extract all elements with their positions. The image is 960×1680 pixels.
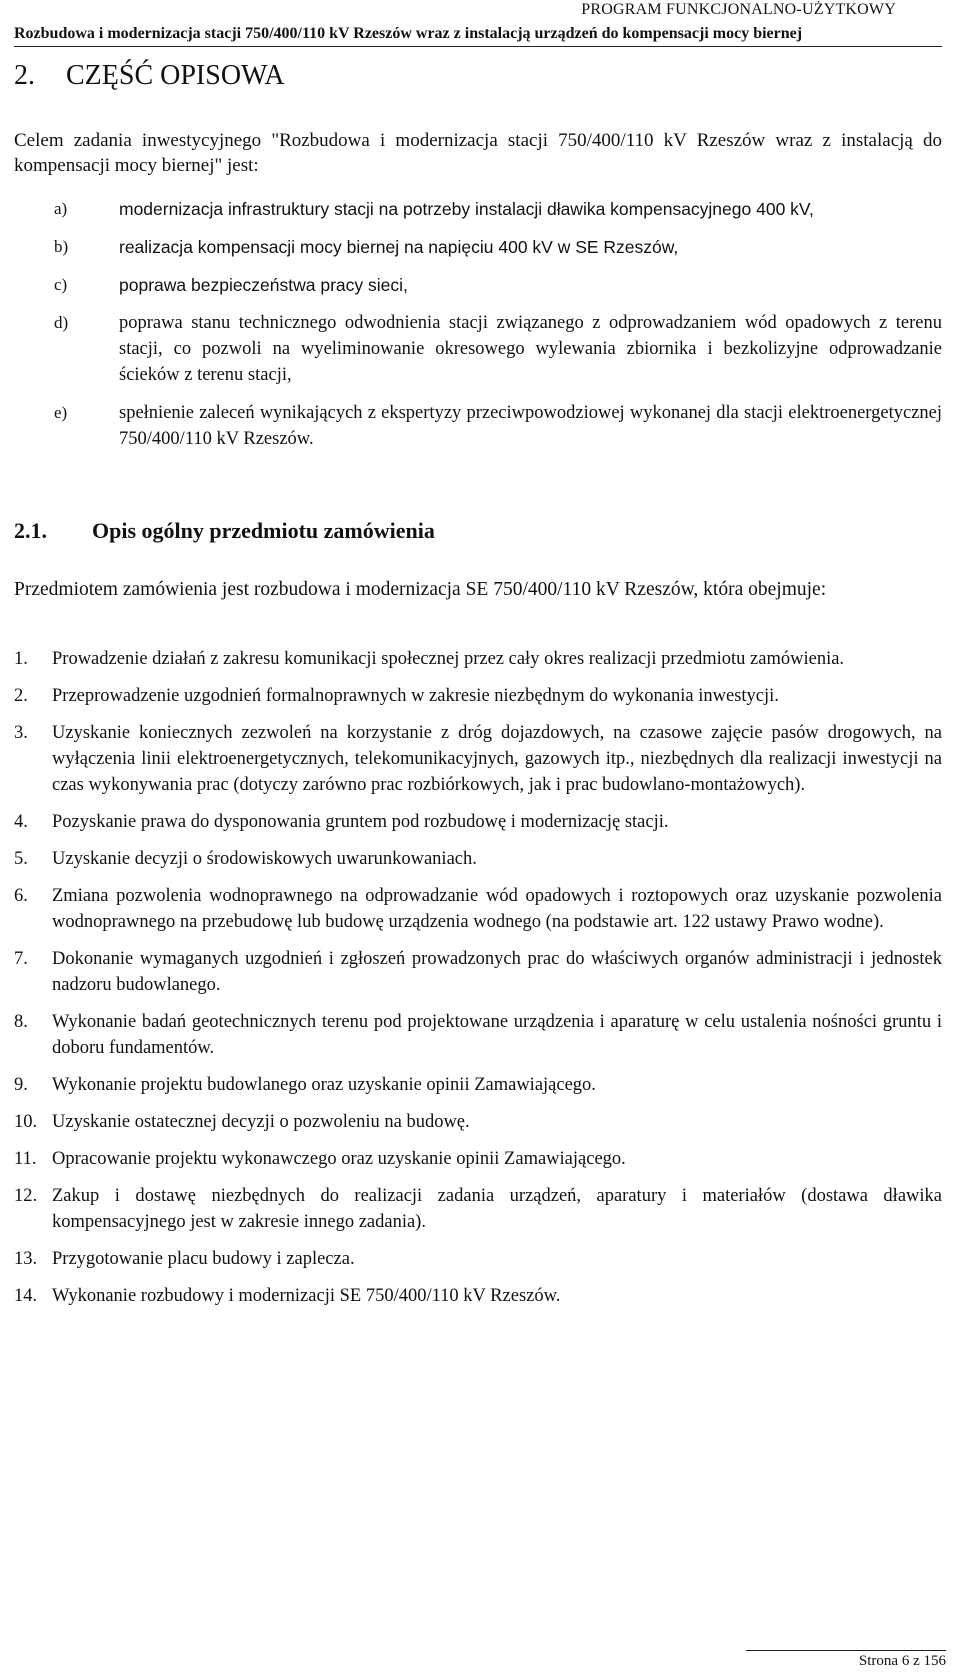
section-heading <box>14 60 285 92</box>
goal-item <box>54 310 942 388</box>
scope-number: 8. <box>14 1012 28 1032</box>
goal-item <box>54 272 942 298</box>
scope-text: Prowadzenie działań z zakresu komunikacji społecznej przez cały okres realizacji przedmiotu zamówienia. <box>52 649 845 669</box>
goal-marker: a) <box>54 199 68 218</box>
scope-list <box>14 646 942 1320</box>
scope-text: Przygotowanie placu budowy i zaplecza. <box>52 1249 355 1269</box>
scope-item <box>14 646 942 672</box>
goal-item <box>54 400 942 452</box>
scope-item <box>14 720 942 798</box>
scope-number: 14. <box>14 1286 38 1306</box>
goal-text: realizacja kompensacji mocy biernej na napięciu 400 kV w SE Rzeszów, <box>119 237 679 257</box>
goal-item <box>54 196 942 222</box>
scope-text: Zmiana pozwolenia wodnoprawnego na odprowadzanie wód opadowych i roztopowych oraz uzyskanie pozwolenia wodnoprawnego na przebudowę lub budowę urządzenia wodnego (na podstawie art. 122 ustawy Prawo wodne). <box>52 886 942 932</box>
scope-number: 7. <box>14 949 28 969</box>
scope-text: Uzyskanie ostatecznej decyzji o pozwoleniu na budowę. <box>52 1112 470 1132</box>
scope-number: 13. <box>14 1249 38 1269</box>
scope-text: Pozyskanie prawa do dysponowania gruntem pod rozbudowę i modernizację stacji. <box>52 812 669 832</box>
scope-text: Zakup i dostawę niezbędnych do realizacji zadania urządzeń, aparatury i materiałów (dostawa dławika kompensacyjnego jest w zakresie innego zadania). <box>52 1186 942 1232</box>
section-title: CZĘŚĆ OPISOWA <box>66 60 285 91</box>
scope-number: 11. <box>14 1149 37 1169</box>
header-project-title: Rozbudowa i modernizacja stacji 750/400/110 kV Rzeszów wraz z instalacją urządzeń do kompensacji mocy biernej <box>14 25 942 47</box>
scope-text: Wykonanie badań geotechnicznych terenu pod projektowane urządzenia i aparaturę w celu ustalenia nośności gruntu i doboru fundamentów. <box>52 1012 942 1058</box>
scope-item <box>14 1109 942 1135</box>
scope-text: Opracowanie projektu wykonawczego oraz uzyskanie opinii Zamawiającego. <box>52 1149 626 1169</box>
scope-number: 10. <box>14 1112 38 1132</box>
scope-number: 12. <box>14 1186 38 1206</box>
scope-item <box>14 1009 942 1061</box>
scope-number: 1. <box>14 649 28 669</box>
scope-item <box>14 946 942 998</box>
goal-marker: c) <box>54 275 68 294</box>
scope-number: 6. <box>14 886 28 906</box>
scope-item <box>14 1072 942 1098</box>
scope-item <box>14 683 942 709</box>
intro-paragraph: Celem zadania inwestycyjnego "Rozbudowa i modernizacja stacji 750/400/110 kV Rzeszów wraz z instalacją do kompensacji mocy biernej" jest: <box>14 130 942 176</box>
section-number: 2. <box>14 60 35 91</box>
scope-text: Wykonanie rozbudowy i modernizacji SE 750/400/110 kV Rzeszów. <box>52 1286 561 1306</box>
scope-item <box>14 846 942 872</box>
scope-item <box>14 883 942 935</box>
goal-text: modernizacja infrastruktury stacji na potrzeby instalacji dławika kompensacyjnego 400 kV, <box>119 199 814 219</box>
subsection-heading <box>14 518 435 544</box>
scope-item <box>14 1183 942 1235</box>
scope-number: 2. <box>14 686 28 706</box>
goal-text: poprawa stanu technicznego odwodnienia stacji związanego z odprowadzaniem wód opadowych z terenu stacji, co pozwoli na wyeliminowanie okresowego wylewania zbiornika i bezkolizyjne odprowadzanie ścieków z terenu stacji, <box>119 313 942 385</box>
subsection-number: 2.1. <box>14 518 47 543</box>
scope-text: Uzyskanie koniecznych zezwoleń na korzystanie z dróg dojazdowych, na czasowe zajęcie pasów drogowych, na wyłączenia linii elektroenergetycznych, telekomunikacyjnych, gazowych itp., niezbędnych dla realizacji inwestycji na czas wykonywania prac (dotyczy zarówno prac rozbiórkowych, jak i prac budowlano-montażowych). <box>52 723 942 795</box>
header-program-title: PROGRAM FUNKCJONALNO-UŻYTKOWY <box>581 1 896 18</box>
subsection-title: Opis ogólny przedmiotu zamówienia <box>92 518 435 543</box>
goal-marker: e) <box>54 403 68 422</box>
goal-item <box>54 234 942 260</box>
scope-number: 3. <box>14 723 28 743</box>
scope-item <box>14 1283 942 1309</box>
scope-text: Dokonanie wymaganych uzgodnień i zgłoszeń prowadzonych prac do właściwych organów administracji i jednostek nadzoru budowlanego. <box>52 949 942 995</box>
scope-paragraph: Przedmiotem zamówienia jest rozbudowa i modernizacja SE 750/400/110 kV Rzeszów, która obejmuje: <box>14 579 827 600</box>
scope-item <box>14 1146 942 1172</box>
scope-text: Uzyskanie decyzji o środowiskowych uwarunkowaniach. <box>52 849 477 869</box>
goal-marker: d) <box>54 313 69 332</box>
goal-marker: b) <box>54 237 69 256</box>
scope-item <box>14 809 942 835</box>
scope-number: 9. <box>14 1075 28 1095</box>
scope-item <box>14 1246 942 1272</box>
goal-list <box>54 196 942 464</box>
scope-number: 4. <box>14 812 28 832</box>
scope-text: Wykonanie projektu budowlanego oraz uzyskanie opinii Zamawiającego. <box>52 1075 596 1095</box>
scope-number: 5. <box>14 849 28 869</box>
page-number: Strona 6 z 156 <box>746 1650 946 1670</box>
goal-text: poprawa bezpieczeństwa pracy sieci, <box>119 275 408 295</box>
goal-text: spełnienie zaleceń wynikających z ekspertyzy przeciwpowodziowej wykonanej dla stacji elektroenergetycznej 750/400/110 kV Rzeszów. <box>119 403 942 449</box>
scope-text: Przeprowadzenie uzgodnień formalnoprawnych w zakresie niezbędnym do wykonania inwestycji. <box>52 686 779 706</box>
